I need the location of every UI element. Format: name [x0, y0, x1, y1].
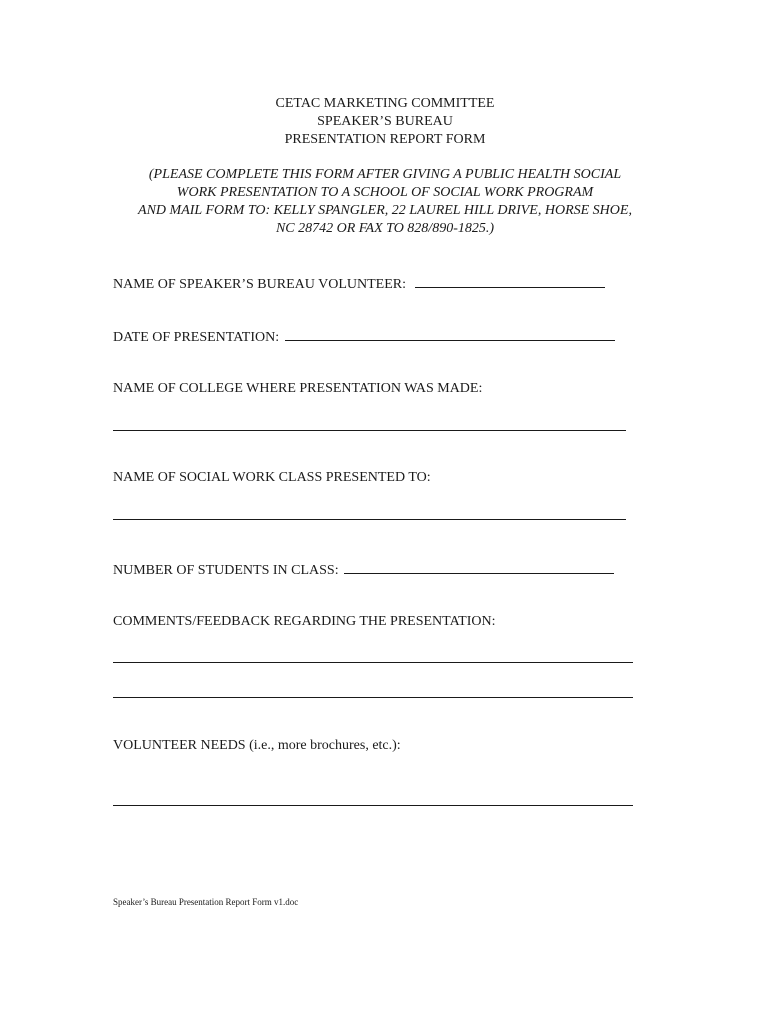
college-label: NAME OF COLLEGE WHERE PRESENTATION WAS MADE:	[113, 381, 483, 396]
class-label: NAME OF SOCIAL WORK CLASS PRESENTED TO:	[113, 470, 431, 485]
comments-label: COMMENTS/FEEDBACK REGARDING THE PRESENTATION:	[113, 614, 496, 629]
volunteer-name-label: NAME OF SPEAKER’S BUREAU VOLUNTEER:	[113, 277, 406, 292]
college-line[interactable]	[113, 430, 626, 431]
comments-field	[113, 613, 495, 631]
class-field	[113, 469, 431, 487]
bureau-title: SPEAKER’S BUREAU	[317, 114, 453, 129]
instructions	[0, 166, 770, 238]
instructions-line-1: (PLEASE COMPLETE THIS FORM AFTER GIVING A PUBLIC HEALTH SOCIAL	[148, 167, 622, 182]
students-field	[113, 559, 614, 580]
instructions-line-3: AND MAIL FORM TO: KELLY SPANGLER, 22 LAUREL HILL DRIVE, HORSE SHOE,	[138, 203, 632, 218]
needs-line[interactable]	[113, 805, 633, 806]
committee-title: CETAC MARKETING COMMITTEE	[275, 96, 495, 111]
volunteer-name-field	[113, 273, 605, 294]
needs-label: VOLUNTEER NEEDS (i.e., more brochures, etc.):	[113, 738, 401, 753]
date-field	[113, 326, 615, 347]
instructions-line-2: WORK PRESENTATION TO A SCHOOL OF SOCIAL WORK PROGRAM	[176, 185, 594, 200]
form-header	[0, 95, 770, 149]
document-filename: Speaker’s Bureau Presentation Report Form v1.doc	[113, 897, 299, 907]
comments-line-2[interactable]	[113, 697, 633, 698]
students-label: NUMBER OF STUDENTS IN CLASS:	[113, 563, 339, 578]
date-label: DATE OF PRESENTATION:	[113, 330, 280, 345]
date-line[interactable]	[285, 326, 615, 341]
students-line[interactable]	[344, 559, 614, 574]
needs-field	[113, 737, 401, 755]
college-field	[113, 380, 482, 398]
volunteer-name-line[interactable]	[415, 273, 605, 288]
instructions-line-4: NC 28742 OR FAX TO 828/890-1825.)	[275, 221, 495, 236]
comments-line-1[interactable]	[113, 662, 633, 663]
class-line[interactable]	[113, 519, 626, 520]
form-title: PRESENTATION REPORT FORM	[284, 132, 486, 147]
